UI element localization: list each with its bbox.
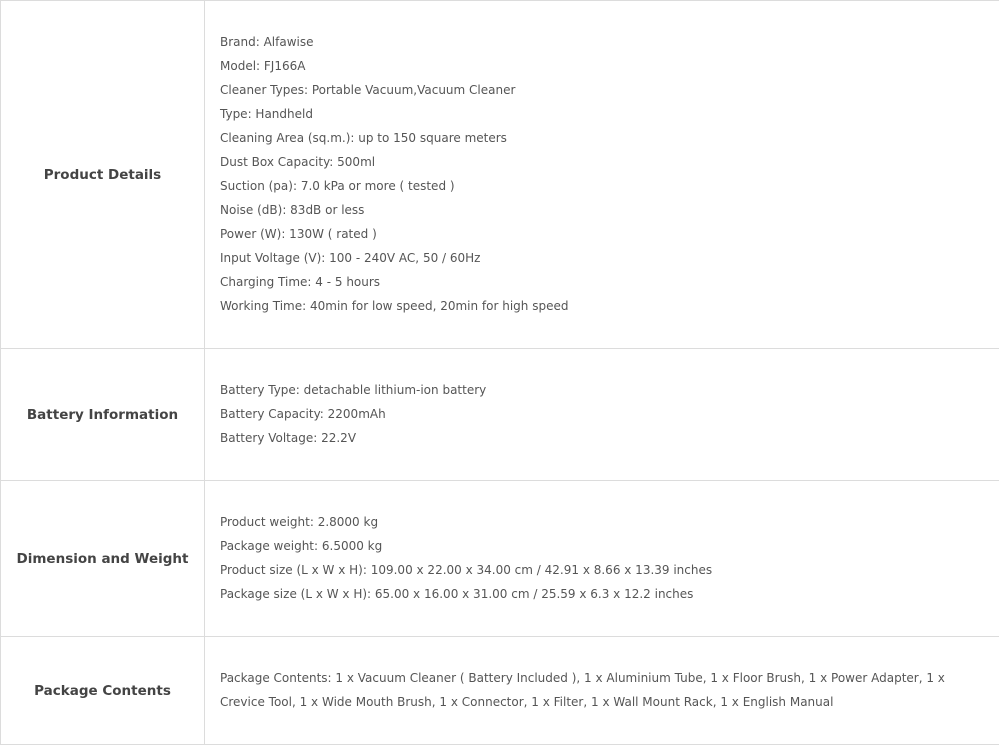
spec-line-input-voltage: Input Voltage (V): 100 - 240V AC, 50 / 60Hz <box>220 246 989 270</box>
spec-line-product-weight: Product weight: 2.8000 kg <box>220 510 989 534</box>
spec-line-cleaner-types: Cleaner Types: Portable Vacuum,Vacuum Cleaner <box>220 78 989 102</box>
spec-line-model: Model: FJ166A <box>220 54 989 78</box>
section-values-dimension-and-weight <box>205 481 999 637</box>
section-values-package-contents <box>205 637 999 745</box>
spec-line-dust-box-capacity: Dust Box Capacity: 500ml <box>220 150 989 174</box>
spec-row-product-details <box>1 1 999 349</box>
spec-line-working-time: Working Time: 40min for low speed, 20min for high speed <box>220 294 989 318</box>
section-label-battery-information: Battery Information <box>1 349 205 481</box>
spec-line-suction: Suction (pa): 7.0 kPa or more ( tested ) <box>220 174 989 198</box>
spec-row-package-contents <box>1 637 999 745</box>
spec-line-battery-type: Battery Type: detachable lithium-ion battery <box>220 378 989 402</box>
spec-line-power: Power (W): 130W ( rated ) <box>220 222 989 246</box>
section-values-product-details <box>205 1 999 349</box>
spec-line-charging-time: Charging Time: 4 - 5 hours <box>220 270 989 294</box>
section-label-dimension-and-weight: Dimension and Weight <box>1 481 205 637</box>
spec-line-package-weight: Package weight: 6.5000 kg <box>220 534 989 558</box>
section-label-package-contents: Package Contents <box>1 637 205 745</box>
spec-line-package-contents: Package Contents: 1 x Vacuum Cleaner ( Battery Included ), 1 x Aluminium Tube, 1 x Floor Brush, 1 x Power Adapter, 1 x Crevice Tool, 1 x Wide Mouth Brush, 1 x Connector, 1 x Filter, 1 x Wall Mount Rack, 1 x English Manual <box>220 666 989 714</box>
spec-line-cleaning-area: Cleaning Area (sq.m.): up to 150 square meters <box>220 126 989 150</box>
spec-line-product-size: Product size (L x W x H): 109.00 x 22.00 x 34.00 cm / 42.91 x 8.66 x 13.39 inches <box>220 558 989 582</box>
spec-line-package-size: Package size (L x W x H): 65.00 x 16.00 x 31.00 cm / 25.59 x 6.3 x 12.2 inches <box>220 582 989 606</box>
section-values-battery-information <box>205 349 999 481</box>
spec-line-battery-capacity: Battery Capacity: 2200mAh <box>220 402 989 426</box>
section-label-product-details: Product Details <box>1 1 205 349</box>
spec-line-noise: Noise (dB): 83dB or less <box>220 198 989 222</box>
spec-line-brand: Brand: Alfawise <box>220 30 989 54</box>
spec-line-type: Type: Handheld <box>220 102 989 126</box>
spec-row-battery-information <box>1 349 999 481</box>
spec-line-battery-voltage: Battery Voltage: 22.2V <box>220 426 989 450</box>
spec-row-dimension-and-weight <box>1 481 999 637</box>
